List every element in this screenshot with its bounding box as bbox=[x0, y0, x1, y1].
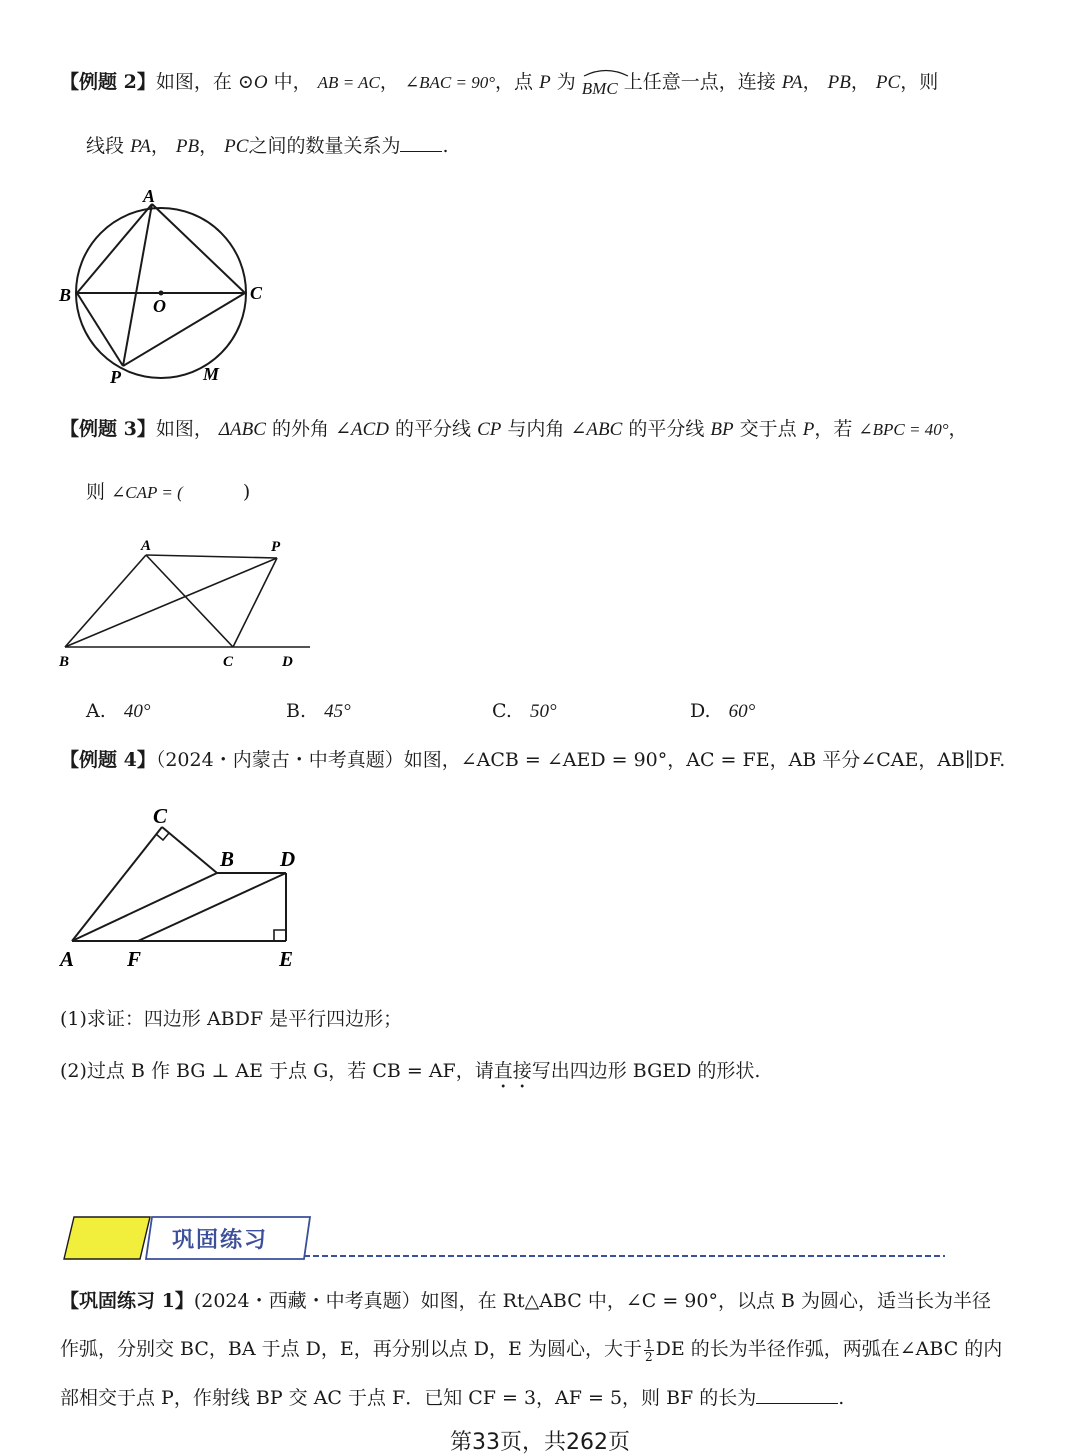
label-b: B bbox=[220, 847, 235, 871]
example-2-line-2: 线段 PA， PB， PC之间的数量关系为 . bbox=[86, 135, 449, 157]
example-2-tag: 【例题 2】 bbox=[60, 71, 156, 93]
practice-1-line-2: 作弧，分别交 BC，BA 于点 D，E，再分别以点 D，E 为圆心，大于 $\frac{1}{2}$ DE 的长为半径作弧，两弧在∠ABC 的内 bbox=[60, 1336, 1003, 1364]
practice-1-line-3: 部相交于点 P，作射线 BP 交 AC 于点 F．已知 CF = 3，AF = 5，则 BF 的长为 . bbox=[60, 1387, 845, 1409]
example-3-line-2: 则 ∠CAP = ( ) bbox=[86, 481, 251, 503]
example-4-tag: 【例题 4】 bbox=[60, 749, 156, 771]
emphasis-text: 直接 bbox=[493, 1060, 532, 1082]
segment-cb bbox=[162, 827, 217, 873]
segment-ac bbox=[72, 827, 162, 941]
center-point bbox=[159, 291, 164, 296]
segment-pc bbox=[123, 293, 245, 366]
label-o: O bbox=[153, 296, 166, 316]
example-3-line-1: 【例题 3】如图， ΔABC 的外角 ∠ACD 的平分线 CP 与内角 ∠ABC 的平分线 BP 交于点 P，若 ∠BPC = 40°， bbox=[60, 418, 968, 440]
label-p: P bbox=[110, 367, 121, 387]
label-e: E bbox=[279, 947, 294, 971]
segment-ab bbox=[65, 555, 146, 647]
choice-c[interactable]: C. 50° bbox=[492, 700, 557, 722]
section-yellow-tab bbox=[64, 1217, 150, 1259]
choice-a[interactable]: A. 40° bbox=[86, 700, 151, 722]
answer-blank bbox=[400, 133, 442, 152]
label-m: M bbox=[203, 364, 220, 384]
segment-fd bbox=[138, 873, 286, 941]
right-angle-c bbox=[156, 833, 169, 840]
label-a: A bbox=[141, 538, 152, 554]
segment-ap bbox=[146, 555, 277, 558]
label-c: C bbox=[250, 283, 263, 303]
label-c: C bbox=[223, 654, 234, 670]
example-4-question-1: (1)求证：四边形 ABDF 是平行四边形； bbox=[60, 1008, 403, 1030]
choice-d[interactable]: D. 60° bbox=[690, 700, 756, 722]
page-number: 第33页，共262页 bbox=[450, 1430, 630, 1455]
answer-blank bbox=[756, 1385, 838, 1404]
label-d: D bbox=[282, 654, 293, 670]
example-4-figure bbox=[55, 800, 315, 975]
segment-ac bbox=[146, 555, 233, 647]
label-b: B bbox=[59, 285, 72, 305]
example-4-question-2: (2)过点 B 作 BG ⊥ AE 于点 G，若 CB = AF，请直接写出四边形 BGED 的形状. bbox=[60, 1060, 761, 1082]
segment-cp bbox=[233, 558, 277, 647]
label-f: F bbox=[127, 947, 142, 971]
fraction-one-half: $\frac{1}{2}$ bbox=[644, 1336, 653, 1364]
segment-bp bbox=[65, 558, 277, 647]
segment-ab bbox=[72, 873, 217, 941]
example-3-tag: 【例题 3】 bbox=[60, 418, 156, 440]
practice-1-tag: 【巩固练习 1】 bbox=[60, 1290, 194, 1312]
section-title: 巩固练习 bbox=[172, 1228, 269, 1253]
right-angle-e bbox=[274, 930, 286, 941]
label-c: C bbox=[153, 804, 168, 828]
label-b: B bbox=[59, 654, 70, 670]
example-2-line-1: 【例题 2】如图，在 ⊙O 中， AB = AC， ∠BAC = 90°，点 P 为 BMC 上任意一点，连接 PA， PB， PC，则 bbox=[60, 68, 938, 97]
label-d: D bbox=[280, 847, 296, 871]
label-a: A bbox=[143, 186, 156, 206]
example-4-line-1: 【例题 4】（2024・内蒙古・中考真题）如图，∠ACB = ∠AED = 90°，AC = FE，AB 平分∠CAE，AB∥DF. bbox=[60, 749, 1006, 771]
example-2-figure bbox=[55, 180, 285, 395]
label-a: A bbox=[60, 947, 75, 971]
practice-1-line-1: 【巩固练习 1】(2024・西藏・中考真题）如图，在 Rt△ABC 中，∠C = 90°，以点 B 为圆心，适当长为半径 bbox=[60, 1290, 991, 1312]
label-p: P bbox=[271, 539, 281, 555]
choice-b[interactable]: B. 45° bbox=[286, 700, 351, 722]
arc-mark-icon bbox=[582, 67, 630, 77]
example-3-figure bbox=[55, 535, 320, 675]
segment-pa bbox=[123, 204, 152, 366]
arc-bmc: BMC bbox=[582, 75, 618, 103]
